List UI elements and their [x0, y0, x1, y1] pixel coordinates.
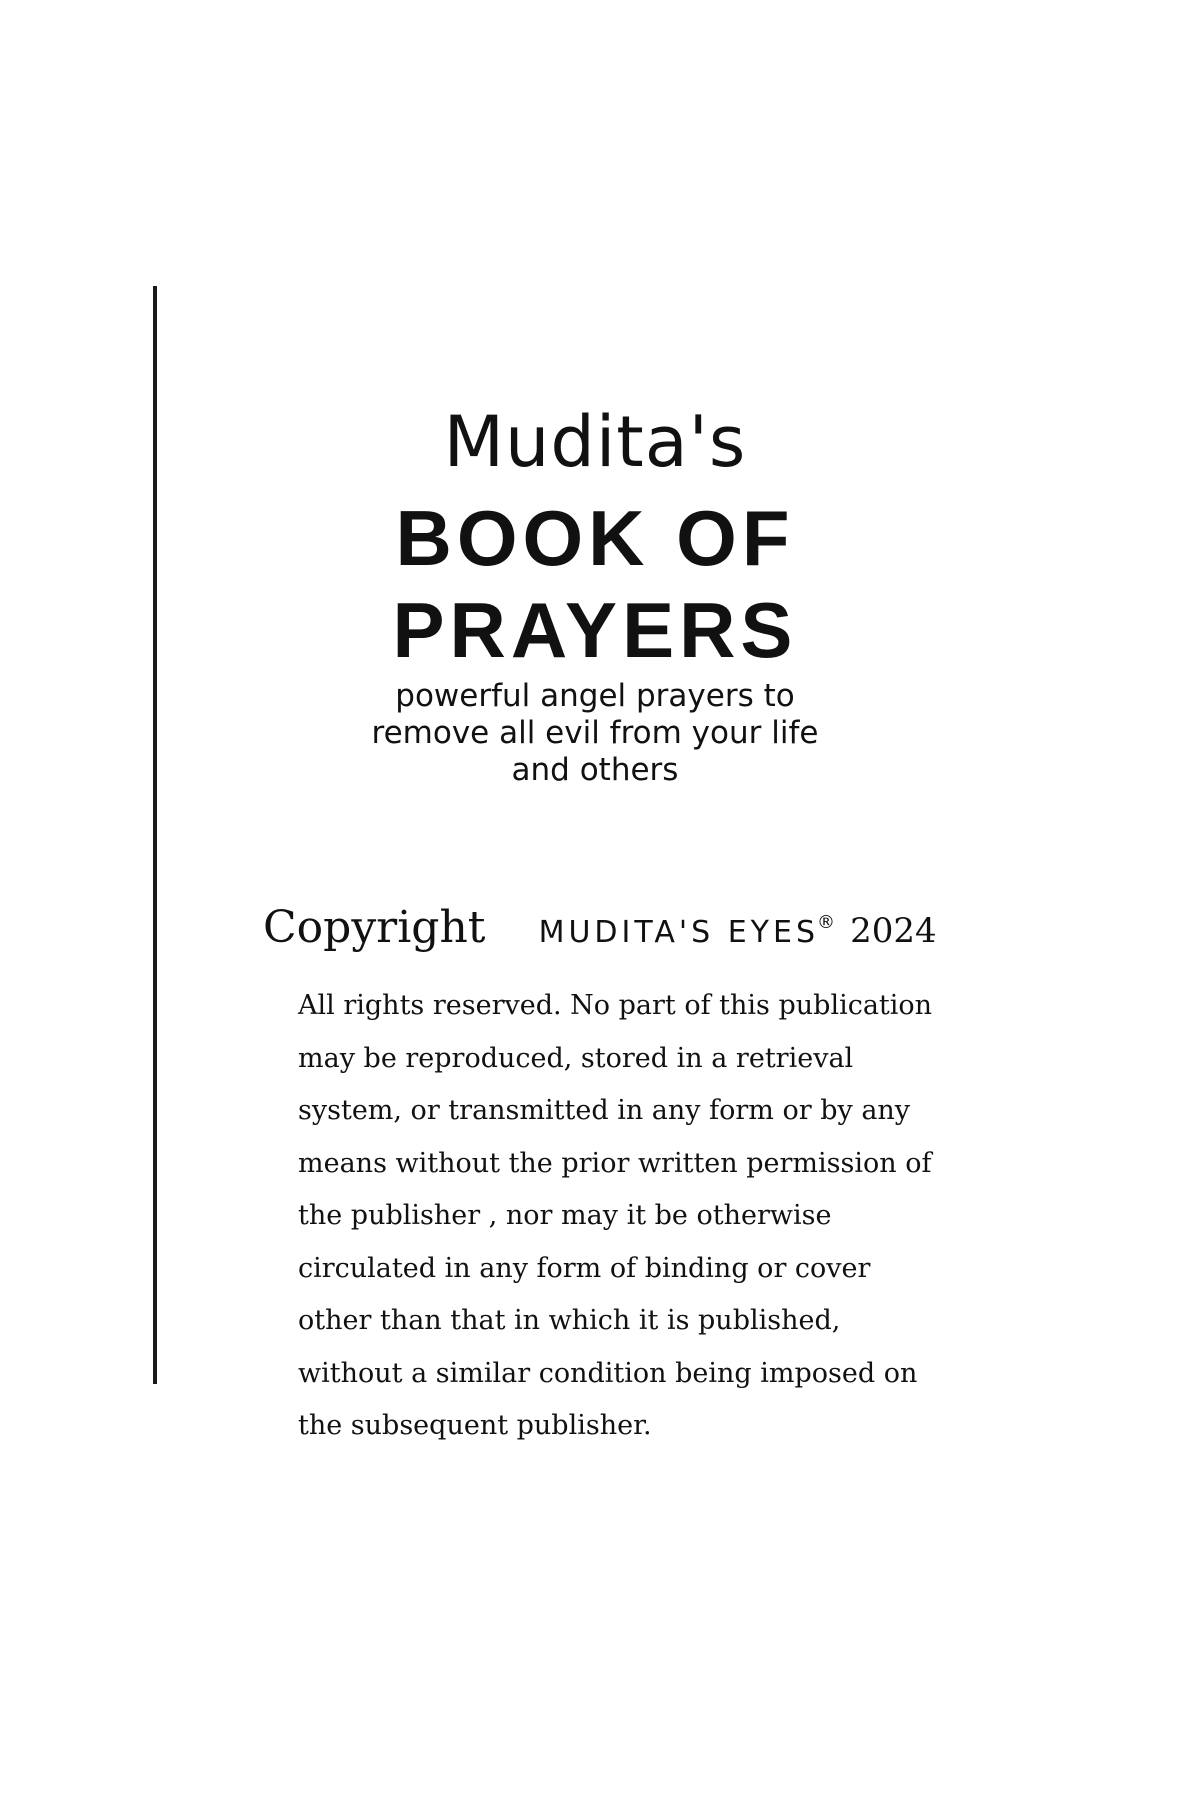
- rights-line: without a similar condition being imposed on: [298, 1357, 918, 1389]
- author-title: Mudita's: [443, 401, 747, 483]
- copyright-label: Copyright: [263, 902, 486, 953]
- book-title-line-2: PRAYERS: [392, 586, 798, 674]
- publisher-name: [539, 912, 835, 950]
- rights-line: other than that in which it is published,: [298, 1305, 841, 1336]
- copyright-line: [263, 898, 963, 958]
- subtitle-line: remove all evil from your life: [371, 715, 819, 751]
- rights-line: the publisher , nor may it be otherwise: [298, 1200, 832, 1231]
- publisher-name-text: MUDITA'S EYES: [538, 915, 819, 950]
- vertical-divider-rule: [153, 286, 157, 1384]
- rights-line: the subsequent publisher.: [298, 1410, 652, 1441]
- rights-line: may be reproduced, stored in a retrieval: [298, 1042, 854, 1074]
- book-title-line-1: BOOK OF: [395, 494, 795, 582]
- subtitle-line: powerful angel prayers to: [395, 678, 795, 714]
- title-block: [300, 400, 890, 789]
- subtitle-line: and others: [511, 752, 679, 788]
- rights-line: means without the prior written permission of: [298, 1147, 932, 1179]
- registered-trademark-icon: ®: [817, 912, 835, 933]
- rights-line: circulated in any form of binding or cover: [298, 1252, 871, 1284]
- rights-statement: [298, 980, 933, 1453]
- subtitle: [300, 678, 890, 789]
- copyright-year: 2024: [850, 911, 937, 951]
- rights-line: system, or transmitted in any form or by any: [298, 1095, 911, 1126]
- rights-line: All rights reserved. No part of this publication: [298, 990, 933, 1021]
